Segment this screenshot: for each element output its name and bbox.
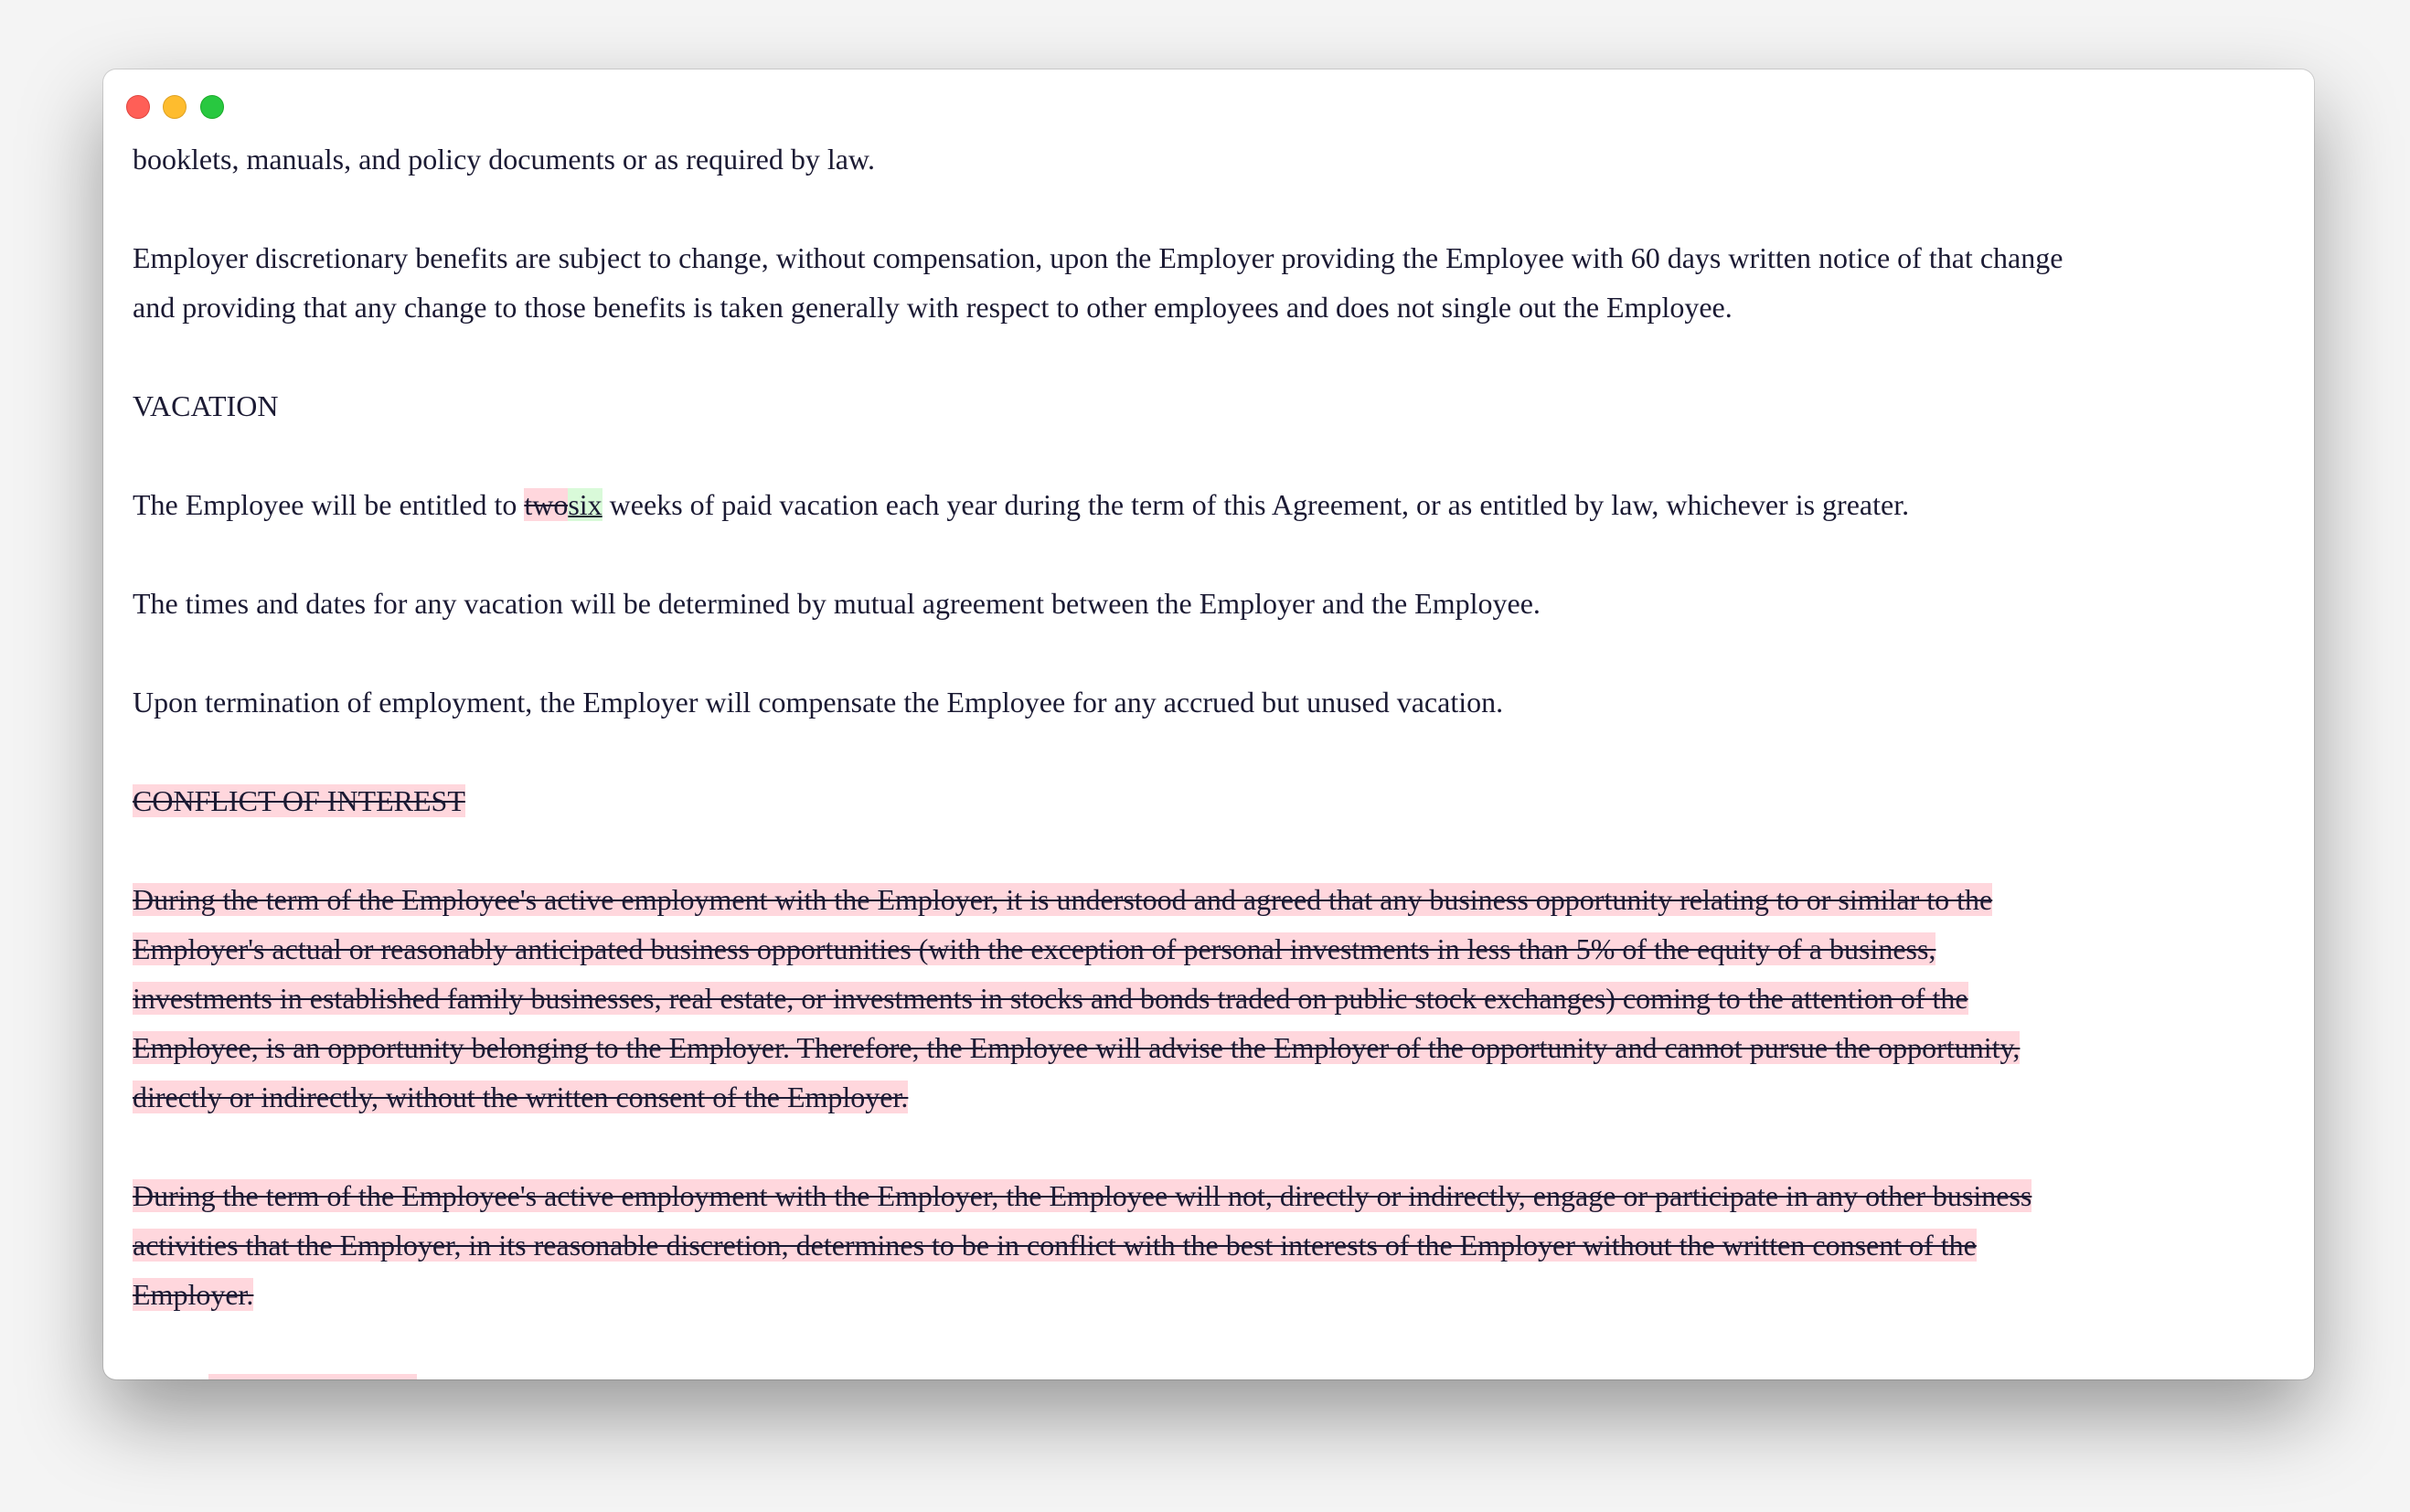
text: weeks of paid vacation each year during the term of this Agreement, or as entitled by law, whichever is greater. — [602, 488, 1910, 521]
clipped-deleted-highlight — [208, 1374, 417, 1379]
paragraph: The times and dates for any vacation will be determined by mutual agreement between the Employer and the Employee. — [133, 587, 1541, 620]
deleted-paragraph — [133, 1171, 2296, 1319]
deleted-text[interactable]: investments in established family businesses, real estate, or investments in stocks and bonds traded on public stock exchanges) coming to the attention of the — [133, 982, 1968, 1015]
zoom-button[interactable] — [200, 95, 224, 119]
text-line: and providing that any change to those benefits is taken generally with respect to other employees and does not single out the Employee. — [133, 291, 1733, 324]
text-line: Employer discretionary benefits are subject to change, without compensation, upon the Employer providing the Employee with 60 days written notice of that change — [133, 241, 2063, 274]
deleted-text[interactable]: During the term of the Employee's active employment with the Employer, the Employee will not, directly or indirectly, engage or participate in any other business — [133, 1179, 2032, 1212]
deleted-text[interactable]: During the term of the Employee's active employment with the Employer, it is understood and agreed that any business opportunity relating to or similar to the — [133, 883, 1993, 916]
minimize-button[interactable] — [163, 95, 187, 119]
deleted-text[interactable]: CONFLICT OF INTEREST — [133, 784, 465, 817]
paragraph: Upon termination of employment, the Employer will compensate the Employee for any accrued but unused vacation. — [133, 686, 1504, 719]
deleted-paragraph — [133, 875, 2296, 1122]
deleted-text[interactable]: Employer. — [133, 1278, 254, 1311]
deleted-text[interactable]: directly or indirectly, without the written consent of the Employer. — [133, 1081, 909, 1113]
deleted-text[interactable]: Employee, is an opportunity belonging to the Employer. Therefore, the Employee will advise the Employer of the opportunity and cannot pursue the opportunity, — [133, 1031, 2021, 1064]
deleted-text[interactable]: Employer's actual or reasonably anticipated business opportunities (with the exception of personal investments in less than 5% of the equity of a business, — [133, 932, 1936, 965]
deleted-text[interactable]: two — [524, 488, 569, 521]
paragraph-vacation-entitlement — [133, 480, 2296, 529]
paragraph — [133, 134, 2296, 184]
section-heading-vacation: VACATION — [133, 389, 279, 422]
text: The Employee will be entitled to — [133, 488, 525, 521]
paragraph — [133, 233, 2296, 332]
document-body — [133, 134, 2296, 1368]
deleted-text[interactable]: activities that the Employer, in its reasonable discretion, determines to be in conflict with the best interests of the Employer without the written consent of the — [133, 1229, 1977, 1262]
inserted-text[interactable]: six — [568, 488, 602, 521]
deleted-heading-conflict-of-interest — [133, 776, 2296, 825]
document-window — [103, 69, 2314, 1379]
text-line: booklets, manuals, and policy documents or as required by law. — [133, 143, 875, 176]
close-button[interactable] — [126, 95, 150, 119]
